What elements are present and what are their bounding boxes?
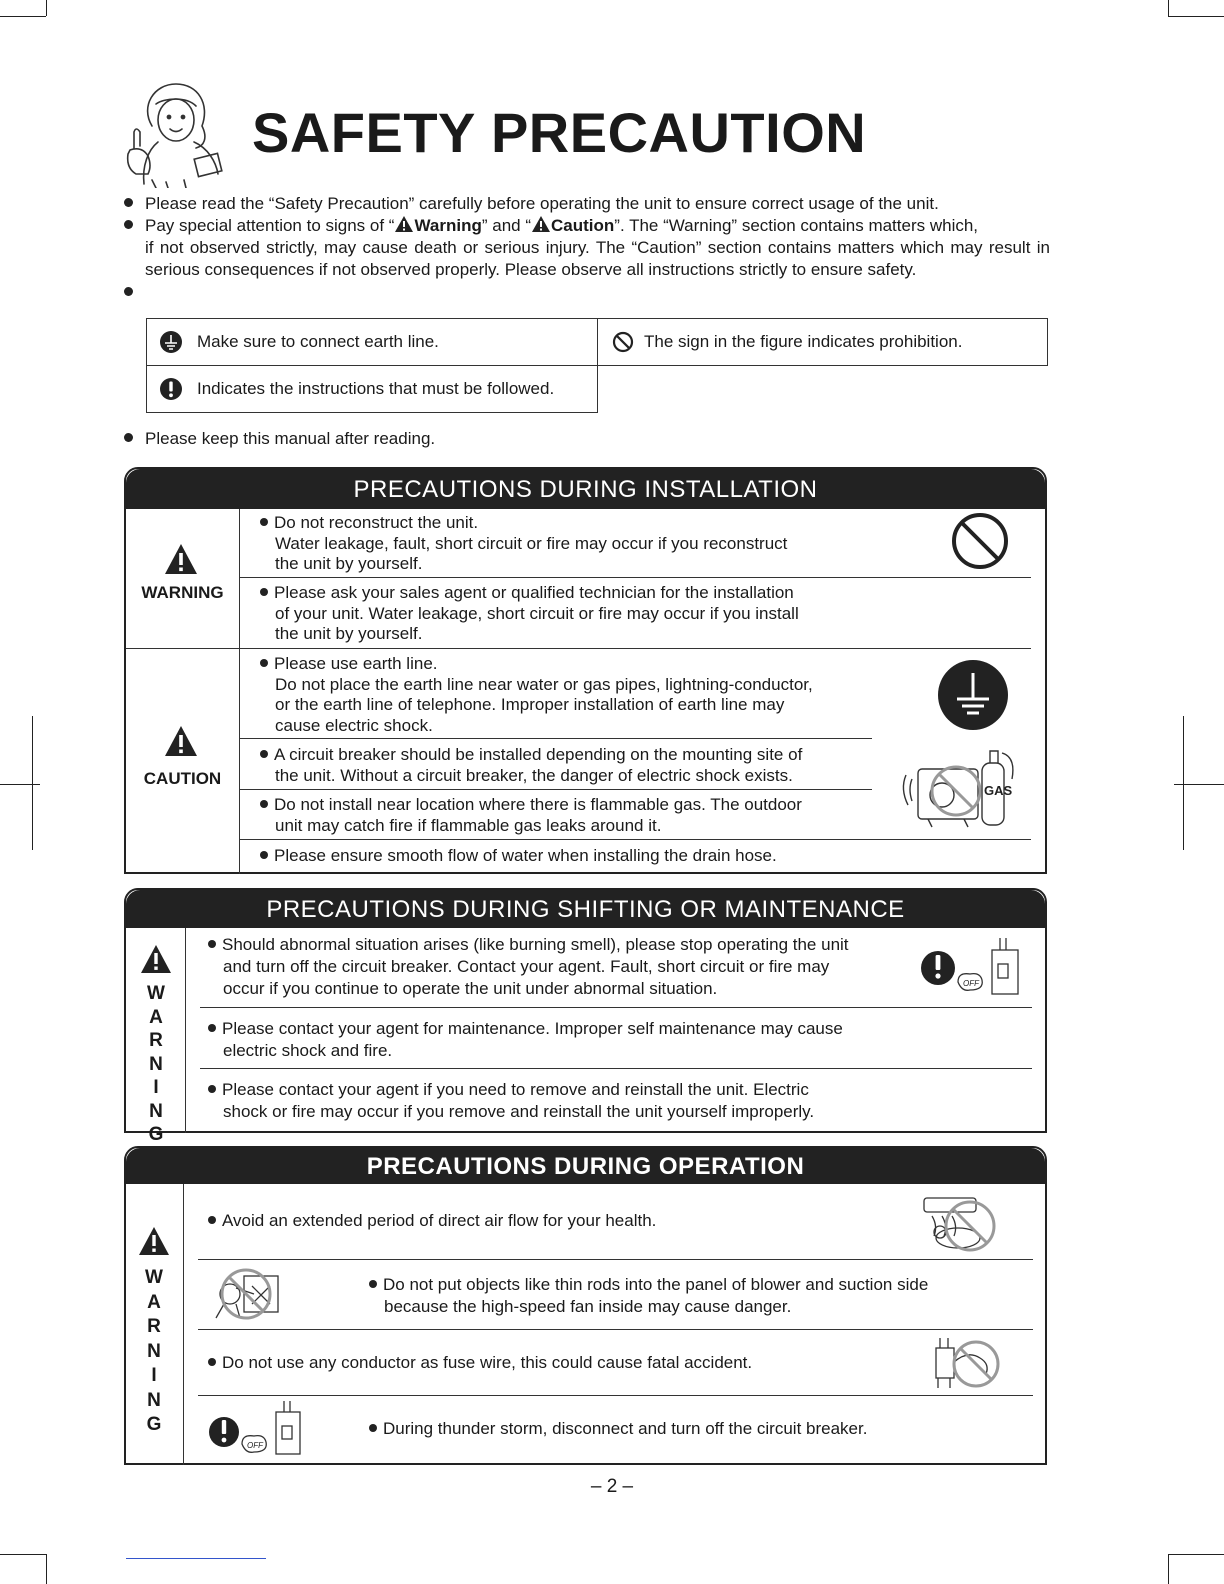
operation-item-3	[208, 1353, 868, 1374]
legend-earth	[146, 318, 598, 366]
bullet-dot	[260, 659, 268, 667]
item-text: Do not put objects like thin rods into the panel of blower and suction side	[383, 1275, 929, 1294]
vertical-letter: R	[149, 1030, 163, 1051]
bullet-dot	[369, 1280, 377, 1288]
page-title: SAFETY PRECAUTION	[252, 101, 867, 164]
divider	[240, 738, 872, 739]
vertical-warning-label	[138, 1266, 170, 1438]
operation-panel	[124, 1146, 1047, 1465]
caution-word: Caution	[551, 216, 615, 235]
crop-mark	[1168, 0, 1169, 16]
item-text: the unit by yourself.	[275, 554, 423, 573]
item-text: During thunder storm, disconnect and turn off the circuit breaker.	[383, 1419, 868, 1438]
exclamation-icon	[159, 377, 183, 401]
item-text: the unit. Without a circuit breaker, the danger of electric shock exists.	[275, 765, 793, 785]
off-label: OFF	[963, 979, 979, 988]
install-caution-item-2	[260, 745, 860, 786]
intro-bullet	[124, 215, 1049, 237]
bullet-dot	[260, 800, 268, 808]
legend-prohibit	[597, 318, 1048, 366]
warning-triangle-icon	[394, 215, 414, 233]
bullet-dot	[208, 1358, 216, 1366]
install-caution-item-1	[260, 654, 860, 736]
crop-mark	[1168, 16, 1224, 17]
caution-label: CAUTION	[143, 769, 222, 788]
gas-label: GAS	[984, 783, 1013, 798]
mascot-illustration	[112, 76, 232, 188]
intro-text-2b: ” and “	[481, 216, 531, 235]
vertical-letter: G	[148, 1124, 164, 1145]
install-caution-item-3	[260, 795, 860, 836]
warning-triangle-icon	[164, 543, 198, 575]
item-text: Water leakage, fault, short circuit or fire may occur if you reconstruct	[275, 533, 788, 553]
bullet-dot	[124, 287, 133, 296]
legend-must-text: Indicates the instructions that must be followed.	[197, 379, 555, 398]
item-text: and turn off the circuit breaker. Contact your agent. Fault, short circuit or fire may	[223, 957, 830, 976]
intro-text-1: Please read the “Safety Precaution” carefully before operating the unit to ensure correct usage of the unit.	[145, 194, 939, 213]
fuse-wire-prohibited-illustration	[928, 1334, 1008, 1392]
crop-mark	[0, 784, 40, 785]
bullet-dot	[260, 518, 268, 526]
vertical-letter: A	[149, 1006, 163, 1028]
item-text: the unit by yourself.	[275, 624, 423, 643]
vertical-letter: I	[151, 1365, 157, 1386]
intro-paragraph: if not observed strictly, may cause death or serious injury. The “Caution” section contains matters which may result in serious consequences if not observed properly. Please observe all instructions strictly to ensure safety.	[145, 238, 1050, 279]
installation-panel	[124, 467, 1047, 874]
footer-rule	[126, 1558, 266, 1559]
warning-word: Warning	[414, 216, 482, 235]
vertical-letter: W	[147, 983, 165, 1004]
vertical-letter: R	[147, 1316, 161, 1337]
earth-icon	[159, 330, 183, 354]
breaker-off-illustration	[208, 1400, 318, 1458]
divider	[126, 648, 1031, 649]
item-text: A circuit breaker should be installed depending on the mounting site of	[274, 745, 803, 764]
divider	[198, 1259, 1033, 1260]
keep-manual-bullet	[124, 428, 435, 450]
vertical-letter: W	[145, 1267, 163, 1288]
item-text: Please use earth line.	[274, 654, 438, 673]
crop-mark	[1168, 1554, 1169, 1584]
divider	[239, 509, 240, 874]
bullet-dot	[260, 851, 268, 859]
operation-item-2	[369, 1274, 1029, 1318]
shift-item-1	[208, 934, 928, 1000]
caution-triangle-icon	[164, 725, 198, 757]
item-text: Do not reconstruct the unit.	[274, 513, 479, 532]
crop-mark	[0, 1554, 46, 1555]
item-text: Please ensure smooth flow of water when installing the drain hose.	[274, 846, 777, 865]
item-text: electric shock and fire.	[223, 1041, 393, 1060]
bullet-dot	[124, 433, 133, 442]
divider	[183, 1184, 184, 1465]
bullet-dot	[260, 750, 268, 758]
crop-mark	[1168, 1554, 1224, 1555]
crop-mark	[1183, 716, 1184, 850]
crop-mark	[1174, 784, 1224, 785]
divider	[200, 1007, 1032, 1008]
operation-item-4	[369, 1419, 1029, 1440]
legend-earth-text: Make sure to connect earth line.	[197, 332, 439, 351]
earth-icon	[937, 659, 1009, 731]
divider	[240, 839, 1031, 840]
item-text: Do not use any conductor as fuse wire, this could cause fatal accident.	[222, 1353, 753, 1372]
divider	[185, 928, 186, 1133]
vertical-letter: G	[146, 1414, 162, 1435]
install-caution-item-4	[260, 846, 900, 867]
prohibition-icon	[612, 331, 634, 353]
item-text: Avoid an extended period of direct air flow for your health.	[222, 1211, 657, 1230]
intro-bullet	[124, 193, 939, 215]
crop-mark	[46, 0, 47, 16]
page-number: – 2 –	[590, 1476, 634, 1497]
vertical-letter: A	[147, 1291, 161, 1313]
warning-triangle-icon	[138, 1226, 170, 1256]
shift-item-2	[208, 1018, 928, 1062]
legend-must	[146, 365, 598, 413]
off-label: OFF	[247, 1441, 263, 1450]
item-text: cause electric shock.	[275, 715, 433, 735]
divider	[198, 1329, 1033, 1330]
operation-heading: PRECAUTIONS DURING OPERATION	[126, 1148, 1045, 1184]
vertical-warning-label	[140, 982, 172, 1147]
divider	[240, 577, 1031, 578]
divider	[198, 1395, 1033, 1396]
vertical-letter: N	[147, 1340, 161, 1362]
bullet-dot	[208, 1024, 216, 1032]
vertical-letter: I	[153, 1077, 159, 1098]
warning-label: WARNING	[141, 583, 224, 602]
item-text: Please contact your agent if you need to remove and reinstall the unit. Electric	[222, 1080, 809, 1099]
install-warning-item-2	[260, 583, 860, 645]
prohibition-icon	[950, 511, 1010, 571]
crop-mark	[46, 1554, 47, 1584]
breaker-off-illustration	[918, 936, 1028, 1002]
shifting-heading: PRECAUTIONS DURING SHIFTING OR MAINTENANCE	[126, 890, 1045, 928]
bullet-dot	[208, 1216, 216, 1224]
caution-triangle-icon	[531, 215, 551, 233]
item-text: Should abnormal situation arises (like burning smell), please stop operating the unit	[222, 935, 849, 954]
gas-leak-illustration	[898, 745, 1028, 837]
item-text: Please contact your agent for maintenance. Improper self maintenance may cause	[222, 1019, 843, 1038]
sign-legend	[146, 318, 1048, 413]
item-text: occur if you continue to operate the unit under abnormal situation.	[223, 979, 718, 998]
bullet-dot	[124, 220, 133, 229]
divider	[200, 1068, 1032, 1069]
item-text: or the earth line of telephone. Improper installation of earth line may	[275, 695, 785, 714]
keep-manual-text: Please keep this manual after reading.	[145, 429, 436, 448]
legend-prohibit-text: The sign in the figure indicates prohibition.	[644, 332, 963, 351]
vertical-letter: N	[149, 1053, 163, 1075]
item-text: because the high-speed fan inside may cause danger.	[384, 1297, 792, 1316]
install-warning-item-1	[260, 513, 860, 575]
vertical-letter: N	[147, 1389, 161, 1411]
item-text: unit may catch fire if flammable gas leaks around it.	[275, 815, 662, 835]
bullet-dot	[208, 1085, 216, 1093]
item-text: of your unit. Water leakage, short circuit or fire may occur if you install	[275, 603, 799, 623]
item-text: shock or fire may occur if you remove and reinstall the unit yourself improperly.	[223, 1102, 815, 1121]
vertical-letter: N	[149, 1100, 163, 1122]
shifting-panel	[124, 888, 1047, 1145]
crop-mark	[32, 716, 33, 850]
bullet-dot	[208, 940, 216, 948]
intro-text-2c: ”. The “Warning” section contains matters which,	[614, 216, 979, 235]
airflow-prohibited-illustration	[918, 1192, 1004, 1256]
bullet-dot	[124, 198, 133, 207]
fan-rod-prohibited-illustration	[208, 1264, 284, 1324]
intro-empty-bullet	[124, 282, 145, 304]
item-text: Do not place the earth line near water or gas pipes, lightning-conductor,	[275, 674, 813, 694]
intro-text-2a: Pay special attention to signs of “	[145, 216, 395, 235]
bullet-dot	[369, 1424, 377, 1432]
divider	[240, 789, 872, 790]
item-text: Please ask your sales agent or qualified technician for the installation	[274, 583, 794, 602]
shift-item-3	[208, 1079, 928, 1123]
warning-triangle-icon	[140, 944, 172, 974]
crop-mark	[0, 16, 46, 17]
item-text: Do not install near location where there is flammable gas. The outdoor	[274, 795, 802, 814]
bullet-dot	[260, 588, 268, 596]
installation-heading: PRECAUTIONS DURING INSTALLATION	[126, 469, 1045, 509]
operation-item-1	[208, 1211, 808, 1232]
